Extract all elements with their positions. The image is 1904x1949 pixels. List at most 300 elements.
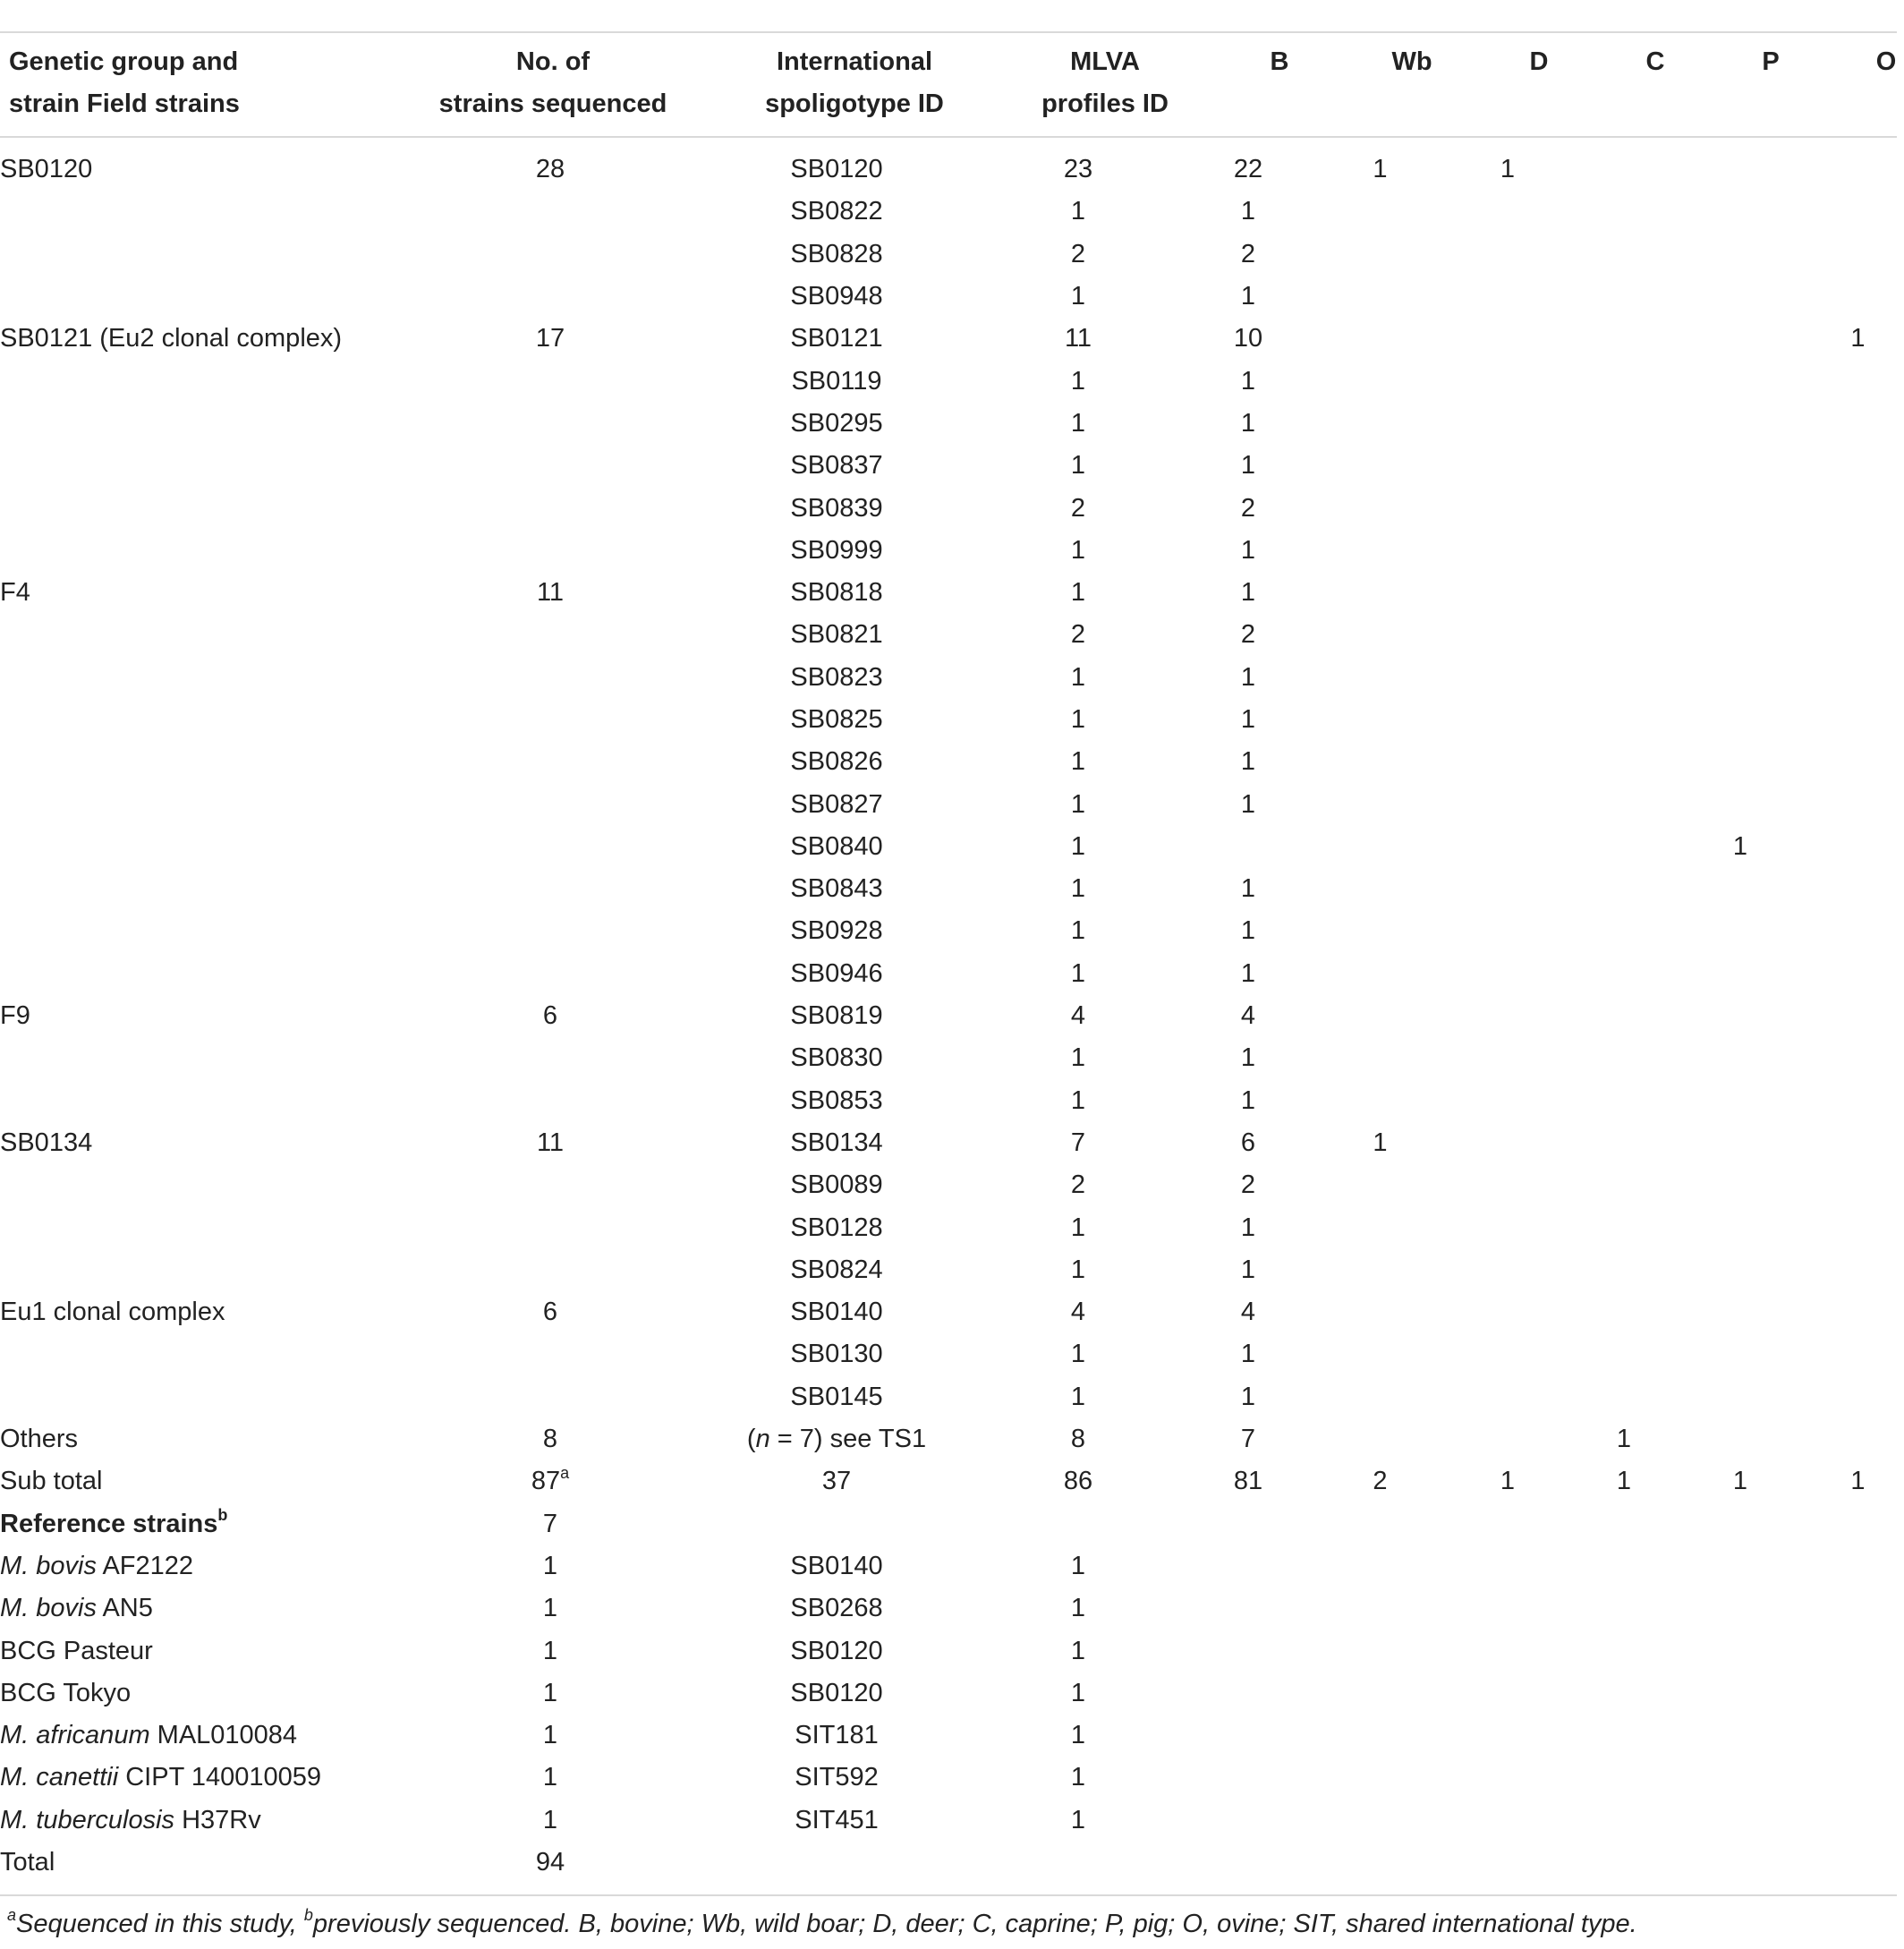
caprine-count-cell bbox=[1579, 614, 1669, 656]
bovine-count-cell bbox=[1172, 1757, 1324, 1799]
spoligotype-id: SB0822 bbox=[790, 197, 883, 226]
wild-boar-count: 1 bbox=[1373, 155, 1388, 184]
bovine-count-cell bbox=[1172, 1249, 1324, 1291]
wild-boar-count-cell bbox=[1324, 1122, 1436, 1164]
ovine-count: 1 bbox=[1850, 1467, 1866, 1496]
strains-count-cell bbox=[412, 1037, 689, 1079]
spoligotype-id: SIT592 bbox=[795, 1763, 879, 1792]
strains-count-cell bbox=[412, 1587, 689, 1630]
mlva-count: 1 bbox=[1070, 1213, 1086, 1242]
deer-count-cell bbox=[1436, 1842, 1579, 1884]
spoligotype-id: SB0826 bbox=[790, 747, 883, 777]
header-b: B bbox=[1270, 47, 1289, 76]
group-cell bbox=[0, 1249, 412, 1291]
spoligotype-id: SB0843 bbox=[790, 874, 883, 904]
bovine-count: 1 bbox=[1240, 1382, 1256, 1411]
mlva-count-cell bbox=[984, 487, 1172, 529]
table-row bbox=[0, 1460, 1904, 1502]
spoligotype-id-cell bbox=[689, 826, 984, 868]
mlva-count: 1 bbox=[1070, 1678, 1086, 1707]
group-cell bbox=[0, 149, 412, 191]
header-d: D bbox=[1529, 47, 1549, 76]
strains-count-cell bbox=[412, 403, 689, 445]
strains-count: 87 bbox=[531, 1467, 561, 1496]
ovine-count-cell bbox=[1812, 572, 1904, 614]
bovine-count-cell bbox=[1172, 995, 1324, 1037]
mlva-count: 2 bbox=[1070, 493, 1086, 523]
mlva-count: 8 bbox=[1070, 1425, 1086, 1454]
ovine-count-cell bbox=[1812, 403, 1904, 445]
mlva-count-cell bbox=[984, 1080, 1172, 1122]
bovine-count: 1 bbox=[1240, 282, 1256, 311]
strains-count-cell bbox=[412, 1333, 689, 1375]
mlva-count-cell bbox=[984, 149, 1172, 191]
footer-rule bbox=[0, 1894, 1897, 1896]
bovine-count-cell bbox=[1172, 1122, 1324, 1164]
mlva-count: 1 bbox=[1070, 1805, 1086, 1834]
bovine-count-cell bbox=[1172, 1418, 1324, 1460]
ovine-count-cell bbox=[1812, 868, 1904, 910]
caprine-count-cell bbox=[1579, 403, 1669, 445]
strains-count: 8 bbox=[542, 1425, 558, 1454]
mlva-count-cell bbox=[984, 1037, 1172, 1079]
strains-count-cell bbox=[412, 614, 689, 656]
species-name: M. tuberculosis bbox=[0, 1805, 175, 1834]
mlva-count-cell bbox=[984, 1715, 1172, 1757]
deer-count-cell bbox=[1436, 699, 1579, 741]
wild-boar-count-cell bbox=[1324, 1376, 1436, 1418]
ovine-count-cell bbox=[1812, 995, 1904, 1037]
group-name: SB0121 (Eu2 clonal complex) bbox=[0, 324, 343, 353]
mlva-count-cell bbox=[984, 1503, 1172, 1545]
table-row bbox=[0, 1800, 1904, 1842]
strain-name: AF2122 bbox=[96, 1551, 194, 1580]
group-cell bbox=[0, 234, 412, 276]
pig-count-cell bbox=[1669, 1503, 1812, 1545]
wild-boar-count-cell bbox=[1324, 149, 1436, 191]
group-cell bbox=[0, 1206, 412, 1248]
bovine-count: 2 bbox=[1240, 620, 1256, 650]
caprine-count-cell bbox=[1579, 783, 1669, 825]
wild-boar-count-cell bbox=[1324, 741, 1436, 783]
ovine-count-cell bbox=[1812, 783, 1904, 825]
spoligotype-id: SB0948 bbox=[790, 282, 883, 311]
bovine-count: 1 bbox=[1240, 662, 1256, 692]
deer-count-cell bbox=[1436, 234, 1579, 276]
footnote-mark: a bbox=[560, 1463, 570, 1482]
bovine-count-cell bbox=[1172, 1080, 1324, 1122]
spoligotype-id-cell bbox=[689, 995, 984, 1037]
spoligotype-id: SB0119 bbox=[791, 366, 882, 396]
mlva-count-cell bbox=[984, 191, 1172, 233]
pig-count-cell bbox=[1669, 953, 1812, 995]
spoligotype-id-cell bbox=[689, 572, 984, 614]
strains-count-cell bbox=[412, 1503, 689, 1545]
species-name: M. bovis bbox=[0, 1594, 97, 1623]
mlva-count-cell bbox=[984, 403, 1172, 445]
group-cell bbox=[0, 1630, 412, 1672]
group-cell bbox=[0, 318, 412, 360]
pig-count-cell bbox=[1669, 530, 1812, 572]
group-cell bbox=[0, 360, 412, 402]
group-cell bbox=[0, 826, 412, 868]
table-row bbox=[0, 445, 1904, 487]
spoligotype-id: SB0839 bbox=[790, 493, 883, 523]
bovine-count-cell bbox=[1172, 1672, 1324, 1715]
deer-count-cell bbox=[1436, 1122, 1579, 1164]
strain-name: CIPT 140010059 bbox=[118, 1763, 321, 1792]
bovine-count-cell bbox=[1172, 191, 1324, 233]
mlva-count: 1 bbox=[1070, 197, 1086, 226]
pig-count-cell bbox=[1669, 360, 1812, 402]
deer-count-cell bbox=[1436, 1757, 1579, 1799]
deer-count-cell bbox=[1436, 1333, 1579, 1375]
bovine-count: 1 bbox=[1240, 958, 1256, 988]
pig-count-cell bbox=[1669, 699, 1812, 741]
spoligotype-id: SB0827 bbox=[790, 789, 883, 819]
spoligotype-id: SB0295 bbox=[790, 408, 883, 438]
strains-count-cell bbox=[412, 1122, 689, 1164]
spoligotype-id: SB0128 bbox=[790, 1213, 883, 1242]
wild-boar-count-cell bbox=[1324, 318, 1436, 360]
ovine-count-cell bbox=[1812, 360, 1904, 402]
group-cell bbox=[0, 1715, 412, 1757]
wild-boar-count-cell bbox=[1324, 868, 1436, 910]
bovine-count: 4 bbox=[1240, 1298, 1256, 1327]
mlva-count: 1 bbox=[1070, 1043, 1086, 1073]
strains-count-cell bbox=[412, 360, 689, 402]
strains-count: 1 bbox=[542, 1805, 558, 1834]
mlva-count-cell bbox=[984, 657, 1172, 699]
wild-boar-count: 1 bbox=[1373, 1128, 1388, 1157]
table-row bbox=[0, 360, 1904, 402]
pig-count-cell bbox=[1669, 1757, 1812, 1799]
caprine-count-cell bbox=[1579, 741, 1669, 783]
spoligotype-id-cell bbox=[689, 1376, 984, 1418]
ovine-count-cell bbox=[1812, 1503, 1904, 1545]
spoligotype-id-cell bbox=[689, 1503, 984, 1545]
ovine-count-cell bbox=[1812, 1545, 1904, 1587]
group-cell bbox=[0, 1460, 412, 1502]
wild-boar-count-cell bbox=[1324, 1800, 1436, 1842]
mlva-count: 1 bbox=[1070, 451, 1086, 481]
caprine-count-cell bbox=[1579, 318, 1669, 360]
spoligotype-id-cell bbox=[689, 783, 984, 825]
ovine-count-cell bbox=[1812, 1164, 1904, 1206]
table-row bbox=[0, 995, 1904, 1037]
group-cell bbox=[0, 1164, 412, 1206]
group-cell bbox=[0, 191, 412, 233]
ovine-count-cell bbox=[1812, 276, 1904, 318]
caprine-count-cell bbox=[1579, 445, 1669, 487]
deer-count-cell bbox=[1436, 149, 1579, 191]
caprine-count-cell bbox=[1579, 826, 1669, 868]
ovine-count-cell bbox=[1812, 1418, 1904, 1460]
group-name: Eu1 clonal complex bbox=[0, 1298, 225, 1327]
caprine-count-cell bbox=[1579, 868, 1669, 910]
strains-table bbox=[0, 149, 1904, 1884]
table-row bbox=[0, 276, 1904, 318]
wild-boar-count: 2 bbox=[1373, 1467, 1388, 1496]
pig-count-cell bbox=[1669, 1715, 1812, 1757]
group-cell bbox=[0, 1291, 412, 1333]
deer-count-cell bbox=[1436, 360, 1579, 402]
pig-count-cell bbox=[1669, 741, 1812, 783]
mlva-count-cell bbox=[984, 1122, 1172, 1164]
deer-count-cell bbox=[1436, 530, 1579, 572]
bovine-count-cell bbox=[1172, 783, 1324, 825]
bovine-count: 1 bbox=[1240, 578, 1256, 608]
wild-boar-count-cell bbox=[1324, 657, 1436, 699]
strains-count: 94 bbox=[535, 1848, 565, 1877]
caprine-count-cell bbox=[1579, 995, 1669, 1037]
table-body bbox=[0, 149, 1904, 1884]
strains-count-cell bbox=[412, 149, 689, 191]
caprine-count-cell bbox=[1579, 1080, 1669, 1122]
bovine-count: 1 bbox=[1240, 789, 1256, 819]
spoligotype-id-cell bbox=[689, 657, 984, 699]
mlva-count-cell bbox=[984, 1249, 1172, 1291]
group-cell bbox=[0, 530, 412, 572]
ovine-count-cell bbox=[1812, 1460, 1904, 1502]
wild-boar-count-cell bbox=[1324, 1842, 1436, 1884]
caprine-count-cell bbox=[1579, 953, 1669, 995]
mlva-count: 1 bbox=[1070, 408, 1086, 438]
deer-count-cell bbox=[1436, 1800, 1579, 1842]
top-rule bbox=[0, 31, 1897, 33]
mlva-count-cell bbox=[984, 1842, 1172, 1884]
spoligotype-id-cell bbox=[689, 1757, 984, 1799]
bovine-count-cell bbox=[1172, 149, 1324, 191]
wild-boar-count-cell bbox=[1324, 360, 1436, 402]
spoligotype-id-cell bbox=[689, 445, 984, 487]
spoligotype-id-cell bbox=[689, 191, 984, 233]
strains-count: 6 bbox=[542, 1298, 558, 1327]
bovine-count: 1 bbox=[1240, 197, 1256, 226]
mlva-count: 4 bbox=[1070, 1001, 1086, 1031]
mlva-count-cell bbox=[984, 1460, 1172, 1502]
wild-boar-count-cell bbox=[1324, 953, 1436, 995]
mlva-count-cell bbox=[984, 1545, 1172, 1587]
mlva-count: 1 bbox=[1070, 282, 1086, 311]
deer-count-cell bbox=[1436, 191, 1579, 233]
strain-name: AN5 bbox=[96, 1594, 153, 1623]
strains-count-cell bbox=[412, 1545, 689, 1587]
bovine-count: 1 bbox=[1240, 1043, 1256, 1073]
table-row bbox=[0, 1630, 1904, 1672]
deer-count: 1 bbox=[1500, 155, 1516, 184]
bovine-count-cell bbox=[1172, 530, 1324, 572]
group-cell bbox=[0, 953, 412, 995]
table-row bbox=[0, 1376, 1904, 1418]
strains-count: 7 bbox=[542, 1509, 558, 1538]
group-cell bbox=[0, 445, 412, 487]
strains-count-cell bbox=[412, 741, 689, 783]
mlva-count-cell bbox=[984, 953, 1172, 995]
spoligotype-id-cell bbox=[689, 1842, 984, 1884]
group-name: BCG Pasteur bbox=[0, 1636, 153, 1665]
bovine-count-cell bbox=[1172, 1037, 1324, 1079]
wild-boar-count-cell bbox=[1324, 1164, 1436, 1206]
caprine-count-cell bbox=[1579, 149, 1669, 191]
ovine-count-cell bbox=[1812, 1249, 1904, 1291]
mlva-count: 1 bbox=[1070, 916, 1086, 946]
caprine-count-cell bbox=[1579, 276, 1669, 318]
wild-boar-count-cell bbox=[1324, 1418, 1436, 1460]
ovine-count-cell bbox=[1812, 1715, 1904, 1757]
mlva-count-cell bbox=[984, 741, 1172, 783]
pig-count-cell bbox=[1669, 234, 1812, 276]
bovine-count-cell bbox=[1172, 487, 1324, 529]
spoligotype-id: SB0821 bbox=[790, 620, 883, 650]
bovine-count-cell bbox=[1172, 1376, 1324, 1418]
header-wb: Wb bbox=[1391, 47, 1432, 76]
pig-count-cell bbox=[1669, 1800, 1812, 1842]
caprine-count-cell bbox=[1579, 1630, 1669, 1672]
bovine-count: 1 bbox=[1240, 366, 1256, 396]
footnote: $^a$Sequenced in this study, $^b$previously sequenced. B, bovine; Wb, wild boar; D, deer; C, caprine; P, pig; O, ovine; SIT, shared international type. bbox=[7, 1906, 1637, 1938]
species-name: M. africanum bbox=[0, 1721, 150, 1750]
pig-count-cell bbox=[1669, 1249, 1812, 1291]
caprine-count-cell bbox=[1579, 1418, 1669, 1460]
ovine-count-cell bbox=[1812, 1630, 1904, 1672]
table-row bbox=[0, 910, 1904, 952]
ovine-count-cell bbox=[1812, 1757, 1904, 1799]
caprine-count-cell bbox=[1579, 1122, 1669, 1164]
ovine-count-cell bbox=[1812, 149, 1904, 191]
spoligotype-id-cell bbox=[689, 1715, 984, 1757]
pig-count-cell bbox=[1669, 1630, 1812, 1672]
ovine-count-cell bbox=[1812, 191, 1904, 233]
deer-count-cell bbox=[1436, 276, 1579, 318]
table-row bbox=[0, 614, 1904, 656]
pig-count-cell bbox=[1669, 572, 1812, 614]
ovine-count-cell bbox=[1812, 614, 1904, 656]
deer-count-cell bbox=[1436, 614, 1579, 656]
spol-n: n bbox=[755, 1425, 770, 1454]
bovine-count-cell bbox=[1172, 953, 1324, 995]
table-row bbox=[0, 1545, 1904, 1587]
table-row bbox=[0, 403, 1904, 445]
bovine-count-cell bbox=[1172, 1715, 1324, 1757]
bovine-count: 81 bbox=[1233, 1467, 1263, 1496]
strains-count: 1 bbox=[542, 1763, 558, 1792]
group-cell bbox=[0, 614, 412, 656]
strains-count-cell bbox=[412, 1460, 689, 1502]
ovine-count-cell bbox=[1812, 1037, 1904, 1079]
pig-count-cell bbox=[1669, 614, 1812, 656]
mlva-count: 1 bbox=[1070, 1721, 1086, 1750]
strains-count-cell bbox=[412, 445, 689, 487]
pig-count-cell bbox=[1669, 1122, 1812, 1164]
mlva-count: 1 bbox=[1070, 535, 1086, 565]
bovine-count: 2 bbox=[1240, 1170, 1256, 1200]
mlva-count-cell bbox=[984, 276, 1172, 318]
pig-count-cell bbox=[1669, 1587, 1812, 1630]
spol-prefix: ( bbox=[746, 1425, 756, 1454]
deer-count-cell bbox=[1436, 1503, 1579, 1545]
deer-count-cell bbox=[1436, 487, 1579, 529]
pig-count-cell bbox=[1669, 1291, 1812, 1333]
mlva-count: 2 bbox=[1070, 1170, 1086, 1200]
ovine-count-cell bbox=[1812, 910, 1904, 952]
group-cell bbox=[0, 276, 412, 318]
strains-count-cell bbox=[412, 783, 689, 825]
mlva-count-cell bbox=[984, 1206, 1172, 1248]
strains-count: 11 bbox=[536, 1128, 565, 1157]
deer-count-cell bbox=[1436, 1587, 1579, 1630]
spoligotype-id-cell bbox=[689, 487, 984, 529]
bovine-count-cell bbox=[1172, 445, 1324, 487]
mlva-count: 1 bbox=[1070, 747, 1086, 777]
mlva-count: 1 bbox=[1070, 578, 1086, 608]
caprine-count-cell bbox=[1579, 1164, 1669, 1206]
strains-count-cell bbox=[412, 234, 689, 276]
pig-count-cell bbox=[1669, 1842, 1812, 1884]
footnote-mark: b bbox=[217, 1505, 228, 1524]
strains-count: 6 bbox=[542, 1001, 558, 1031]
ovine-count-cell bbox=[1812, 741, 1904, 783]
group-cell bbox=[0, 1503, 412, 1545]
wild-boar-count-cell bbox=[1324, 826, 1436, 868]
mlva-count: 1 bbox=[1070, 1085, 1086, 1115]
bovine-count: 1 bbox=[1240, 451, 1256, 481]
table-row bbox=[0, 826, 1904, 868]
spoligotype-id: SB0120 bbox=[790, 1678, 883, 1707]
bovine-count-cell bbox=[1172, 657, 1324, 699]
mlva-count-cell bbox=[984, 1757, 1172, 1799]
caprine-count-cell bbox=[1579, 1206, 1669, 1248]
deer-count-cell bbox=[1436, 783, 1579, 825]
caprine-count-cell bbox=[1579, 1672, 1669, 1715]
mlva-count-cell bbox=[984, 1333, 1172, 1375]
bovine-count-cell bbox=[1172, 826, 1324, 868]
mlva-count: 86 bbox=[1063, 1467, 1093, 1496]
mlva-count: 11 bbox=[1064, 324, 1092, 353]
spoligotype-id: SB0853 bbox=[790, 1085, 883, 1115]
wild-boar-count-cell bbox=[1324, 403, 1436, 445]
wild-boar-count-cell bbox=[1324, 995, 1436, 1037]
header-p: P bbox=[1762, 47, 1780, 76]
ovine-count-cell bbox=[1812, 1672, 1904, 1715]
bovine-count-cell bbox=[1172, 276, 1324, 318]
spoligotype-id: SB0089 bbox=[790, 1170, 883, 1200]
ovine-count-cell bbox=[1812, 699, 1904, 741]
caprine-count-cell bbox=[1579, 572, 1669, 614]
deer-count-cell bbox=[1436, 1545, 1579, 1587]
pig-count-cell bbox=[1669, 1460, 1812, 1502]
mlva-count-cell bbox=[984, 530, 1172, 572]
strains-count-cell bbox=[412, 1080, 689, 1122]
header-mlva: MLVA profiles ID bbox=[1041, 47, 1169, 118]
ovine-count-cell bbox=[1812, 1206, 1904, 1248]
bovine-count-cell bbox=[1172, 1460, 1324, 1502]
mlva-count: 2 bbox=[1070, 239, 1086, 268]
deer-count-cell bbox=[1436, 1376, 1579, 1418]
mlva-count-cell bbox=[984, 1672, 1172, 1715]
caprine-count-cell bbox=[1579, 234, 1669, 276]
table-row bbox=[0, 741, 1904, 783]
strains-count-cell bbox=[412, 1206, 689, 1248]
header-genetic-group: Genetic group and strain Field strains bbox=[9, 47, 240, 118]
deer-count-cell bbox=[1436, 403, 1579, 445]
mlva-count-cell bbox=[984, 783, 1172, 825]
spoligotype-id-cell bbox=[689, 1333, 984, 1375]
strains-count-cell bbox=[412, 1291, 689, 1333]
spoligotype-id-cell bbox=[689, 1630, 984, 1672]
spoligotype-id-cell bbox=[689, 360, 984, 402]
deer-count-cell bbox=[1436, 995, 1579, 1037]
